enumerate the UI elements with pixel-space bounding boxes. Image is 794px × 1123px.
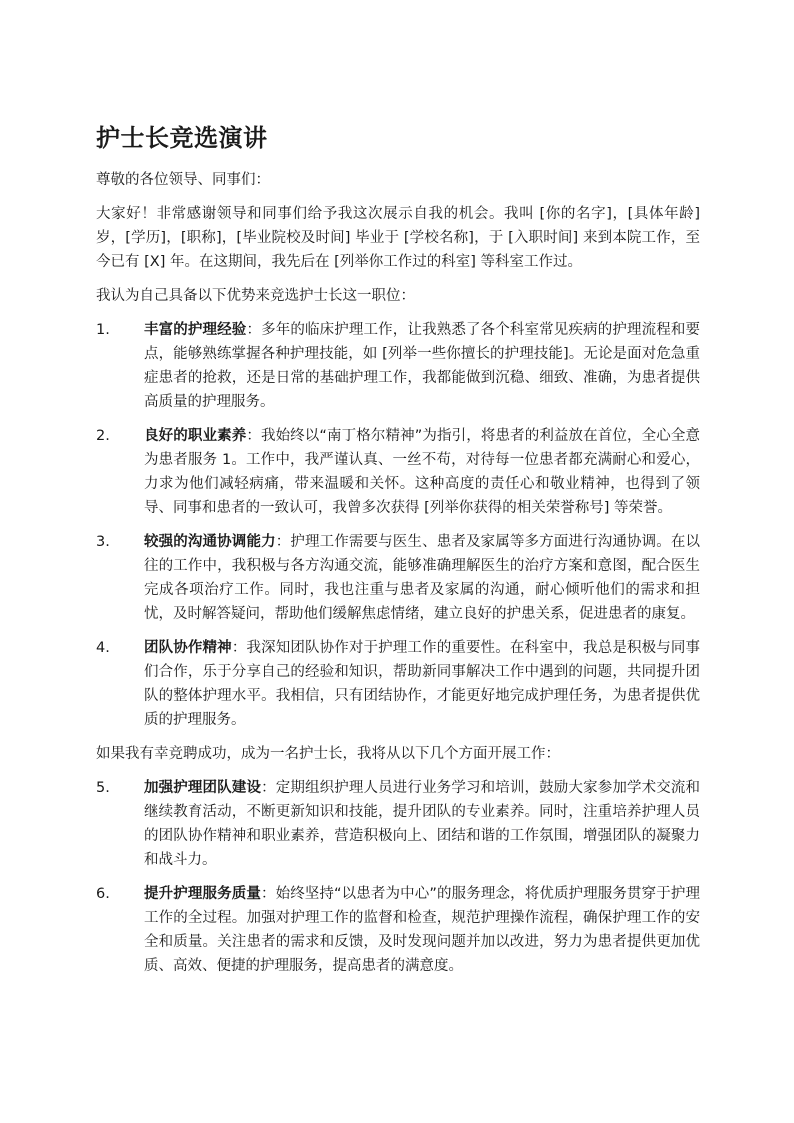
- list-item-body: [144, 636, 700, 732]
- document-title: 护士长竞选演讲: [96, 124, 268, 152]
- list-item-body: [144, 424, 700, 520]
- list-item-label: 丰富的护理经验: [144, 322, 247, 338]
- list-item-number: 6.: [96, 886, 110, 902]
- list-item: [96, 636, 700, 732]
- list-item-number: 2.: [96, 428, 110, 444]
- list-item-number: 5.: [96, 780, 110, 796]
- list-item: [96, 530, 700, 626]
- list-item-body: [144, 530, 700, 626]
- list-item-label: 加强护理团队建设: [144, 780, 262, 796]
- plans-lead-paragraph: 如果我有幸竞聘成功，成为一名护士长，我将从以下几个方面开展工作：: [96, 746, 560, 762]
- greeting-paragraph: 尊敬的各位领导、同事们：: [96, 172, 270, 188]
- list-item: [96, 424, 700, 520]
- list-item-text: ：始终坚持“以患者为中心”的服务理念，将优质护理服务贯穿于护理工作的全过程。加强对护理工作的监督和检查，规范护理操作流程，确保护理工作的安全和质量。关注患者的需求和反馈，及时发现问题并加以改进，努力为患者提供更加优质、高效、便捷的护理服务，提高患者的满意度。: [144, 886, 701, 974]
- list-item: [96, 318, 700, 414]
- advantages-list: [96, 318, 700, 732]
- list-item-label: 良好的职业素养: [144, 428, 247, 444]
- list-item-text: ：定期组织护理人员进行业务学习和培训，鼓励大家参加学术交流和继续教育活动，不断更新知识和技能，提升团队的专业素养。同时，注重培养护理人员的团队协作精神和职业素养，营造积极向上、团结和谐的工作氛围，增强团队的凝聚力和战斗力。: [144, 780, 701, 868]
- list-item-label: 提升护理服务质量: [144, 886, 261, 902]
- list-item: [96, 882, 700, 978]
- list-item-text: ：护理工作需要与医生、患者及家属等多方面进行沟通协调。在以往的工作中，我积极与各方沟通交流，能够准确理解医生的治疗方案和意图，配合医生完成各项治疗工作。同时，我也注重与患者及家属的沟通，耐心倾听他们的需求和担忧，及时解答疑问，帮助他们缓解焦虑情绪，建立良好的护患关系，促进患者的康复。: [144, 534, 700, 622]
- list-item: [96, 776, 700, 872]
- plans-list: [96, 776, 700, 978]
- list-item-text: ：多年的临床护理工作，让我熟悉了各个科室常见疾病的护理流程和要点，能够熟练掌握各种护理技能，如 [列举一些你擅长的护理技能]。无论是面对危急重症患者的抢救，还是日常的基础护理工作，我都能做到沉稳、细致、准确，为患者提供高质量的护理服务。: [144, 322, 701, 410]
- list-item-number: 1.: [96, 322, 110, 338]
- document-page: [96, 120, 700, 988]
- advantages-lead-paragraph: 我认为自己具备以下优势来竞选护士长这一职位：: [96, 288, 415, 304]
- list-item-body: [144, 776, 700, 872]
- list-item-text: ：我始终以“南丁格尔精神”为指引，将患者的利益放在首位，全心全意为患者服务 1。工作中，我严谨认真、一丝不苟，对待每一位患者都充满耐心和爱心，力求为他们减轻病痛，带来温暖和关怀。这种高度的责任心和敬业精神，也得到了领导、同事和患者的一致认可，我曾多次获得 [列举你获得的相关荣誉称号] 等荣誉。: [144, 428, 700, 516]
- list-item-text: ：我深知团队协作对于护理工作的重要性。在科室中，我总是积极与同事们合作，乐于分享自己的经验和知识，帮助新同事解决工作中遇到的问题，共同提升团队的整体护理水平。我相信，只有团结协作，才能更好地完成护理任务，为患者提供优质的护理服务。: [144, 640, 700, 728]
- intro-paragraph: 大家好！非常感谢领导和同事们给予我这次展示自我的机会。我叫 [你的名字]，[具体年龄] 岁，[学历]，[职称]，[毕业院校及时间] 毕业于 [学校名称]，于 [入职时间] 来到本院工作，至今已有 [X] 年。在这期间，我先后在 [列举你工作过的科室] 等科室工作过。: [96, 206, 700, 270]
- list-item-number: 4.: [96, 640, 110, 656]
- list-item-body: [144, 882, 700, 978]
- list-item-label: 团队协作精神: [144, 640, 232, 656]
- list-item-label: 较强的沟通协调能力: [144, 534, 276, 550]
- list-item-number: 3.: [96, 534, 110, 550]
- list-item-body: [144, 318, 700, 414]
